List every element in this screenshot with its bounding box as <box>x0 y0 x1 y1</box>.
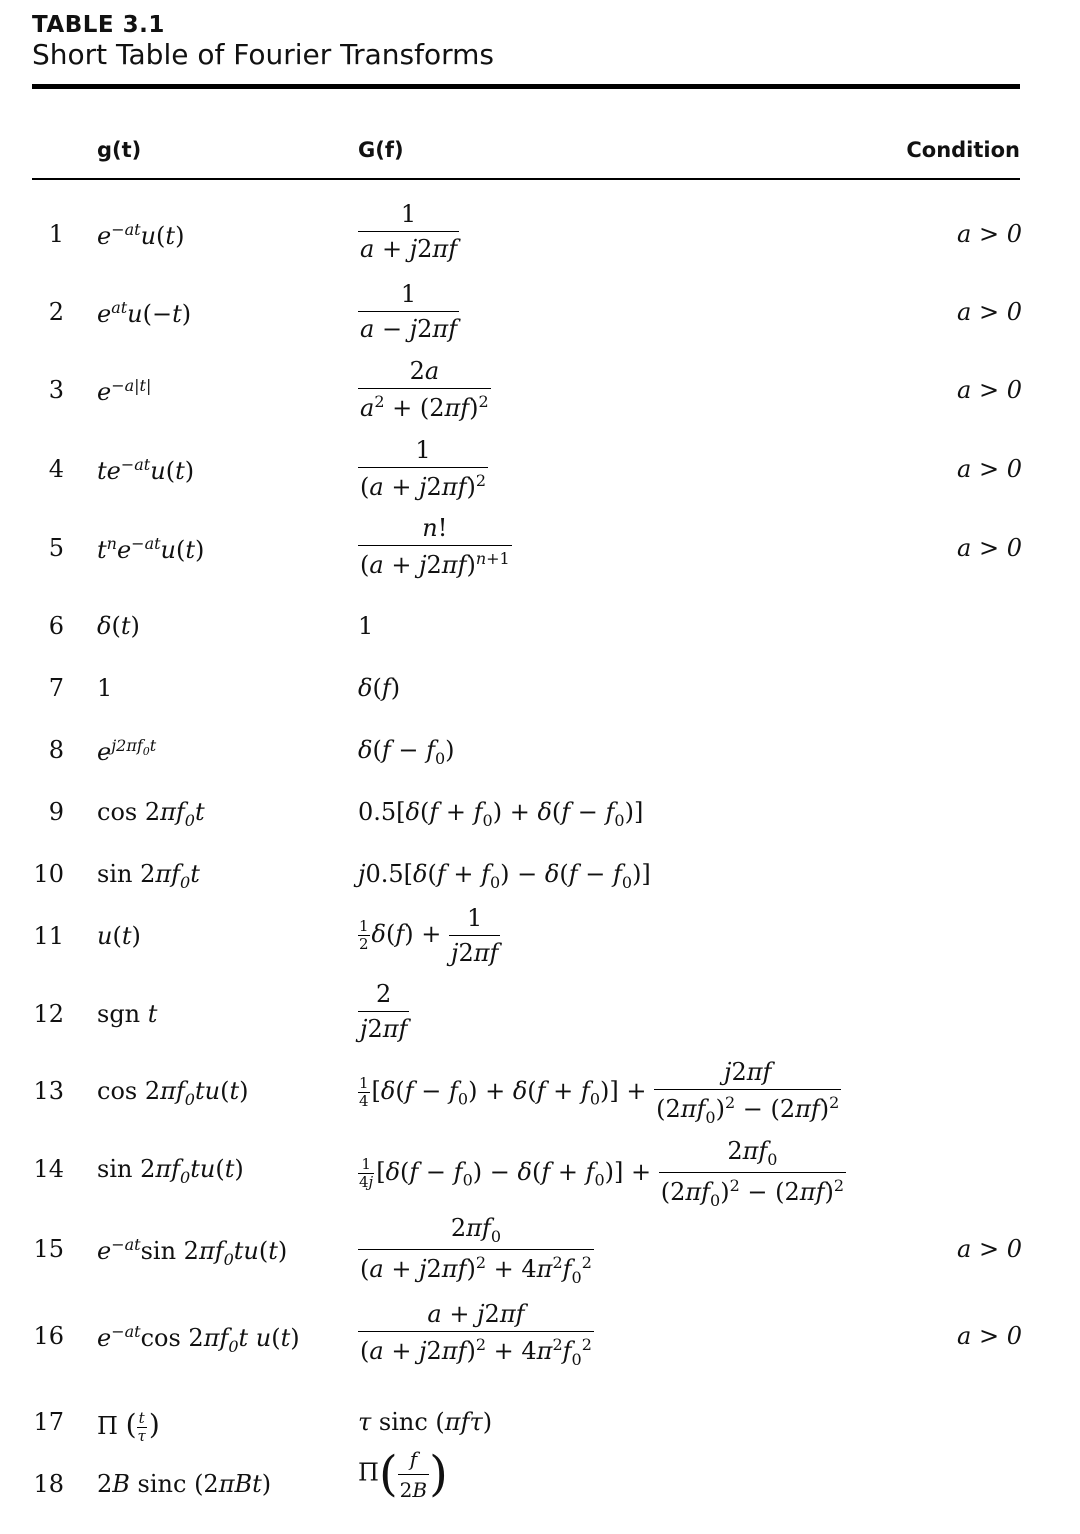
condition: a > 0 <box>957 1235 1022 1263</box>
time-function: u(t) <box>97 922 141 950</box>
transform: $\delta(f - f_0)$ <box>358 736 455 768</box>
transform: $0.5[\delta(f + f_0) + \delta(f - f_0)]$ <box>358 798 644 830</box>
condition: a > 0 <box>957 534 1022 562</box>
time-function: $e^{-at}u(t)$ <box>97 220 185 250</box>
time-function: $e^{-a|t|}$ <box>97 376 152 406</box>
row-number: 4 <box>48 455 64 483</box>
time-function: $\cos 2\pi f_0t$ <box>97 798 205 830</box>
transform: τ sinc (πfτ) <box>358 1408 493 1436</box>
transform: $\frac{1}{a - j2\pi f}$ <box>360 280 458 343</box>
transform: $\frac{1}{4j}$ $[\delta(f - f_0) - \delta(f + f_0)]$ + $\frac{2\pi f_0}{(2\pi f_0)^2 - (2\pi f)^2}$ <box>359 1137 845 1210</box>
time-function: $\sin 2\pi f_0tu(t)$ <box>97 1155 244 1187</box>
transform: $\frac{2}{j2\pi f}$ <box>360 980 408 1043</box>
row-number: 10 <box>33 860 64 888</box>
time-function: 1 <box>97 674 113 702</box>
transform: $\frac{1}{(a + j2\pi f)^2}$ <box>360 436 487 501</box>
row-number: 14 <box>33 1155 64 1183</box>
top-rule <box>32 84 1020 89</box>
table-title: Short Table of Fourier Transforms <box>32 38 495 71</box>
row-number: 12 <box>33 1000 64 1028</box>
time-function: $\sin 2\pi f_0t$ <box>97 860 200 892</box>
transform: $\frac{1}{2}$ δ(f) + $\frac{1}{j2\pi f}$ <box>359 904 499 967</box>
row-number: 6 <box>48 612 64 640</box>
time-function: 2B sinc (2πBt) <box>97 1470 272 1498</box>
time-function: $t^ne^{-at}u(t)$ <box>97 534 205 564</box>
time-function: $e^{-at}\cos$ $2\pi f_0t$ u(t) <box>97 1322 300 1356</box>
transform: $j0.5[\delta(f + f_0) - \delta(f - f_0)]$ <box>358 860 651 892</box>
time-function: $e^{-at}\sin$ $2\pi f_0tu(t)$ <box>97 1235 288 1269</box>
column-header-G: G(f) <box>358 138 404 162</box>
condition: a > 0 <box>957 1322 1022 1350</box>
time-function: $e^{at}u(-t)$ <box>97 298 192 328</box>
transform: δ(f) <box>358 674 401 702</box>
transform: $\frac{1}{a + j2\pi f}$ <box>360 200 458 263</box>
row-number: 18 <box>33 1470 64 1498</box>
transform: $\frac{n!}{(a + j2\pi f)^{n+1}}$ <box>360 514 510 579</box>
time-function: $te^{-at}u(t)$ <box>97 455 195 485</box>
row-number: 1 <box>48 220 64 248</box>
time-function: $\cos 2\pi f_0tu(t)$ <box>97 1077 249 1109</box>
row-number: 9 <box>48 798 64 826</box>
transform: $\frac{a + j2\pi f}{(a + j2\pi f)^2 + 4\pi^2f_0^2}$ <box>360 1300 592 1369</box>
transform: $\frac{1}{4}$ $[\delta(f - f_0) + \delta(f + f_0)]$ + $\frac{j2\pi f}{(2\pi f_0)^2 - (2\pi f)^2}$ <box>359 1058 840 1127</box>
column-header-g: g(t) <box>97 138 142 162</box>
row-number: 13 <box>33 1077 64 1105</box>
header-rule <box>32 178 1020 180</box>
condition: a > 0 <box>957 298 1022 326</box>
time-function: δ(t) <box>97 612 140 640</box>
row-number: 16 <box>33 1322 64 1350</box>
row-number: 5 <box>48 534 64 562</box>
row-number: 7 <box>48 674 64 702</box>
row-number: 11 <box>33 922 64 950</box>
row-number: 15 <box>33 1235 64 1263</box>
transform: Π( $\frac{f}{2B}$ ) <box>358 1446 448 1502</box>
row-number: 8 <box>48 736 64 764</box>
row-number: 2 <box>48 298 64 326</box>
table-header <box>32 12 494 71</box>
transform: $\frac{2a}{a^2 + (2\pi f)^2}$ <box>360 357 489 422</box>
table-number: TABLE 3.1 <box>32 12 165 38</box>
time-function: Π ( $\frac{t}{\tau}$ ) <box>97 1408 160 1445</box>
transform: 1 <box>358 612 374 640</box>
row-number: 17 <box>33 1408 64 1436</box>
condition: a > 0 <box>957 220 1022 248</box>
row-number: 3 <box>48 376 64 404</box>
condition: a > 0 <box>957 455 1022 483</box>
time-function: sgn t <box>97 1000 158 1028</box>
time-function: $e^{j2\pi f_0t}$ <box>97 736 157 766</box>
transform: $\frac{2\pi f_0}{(a + j2\pi f)^2 + 4\pi^2f_0^2}$ <box>360 1214 592 1287</box>
condition: a > 0 <box>957 376 1022 404</box>
column-header-condition: Condition <box>906 138 1020 162</box>
